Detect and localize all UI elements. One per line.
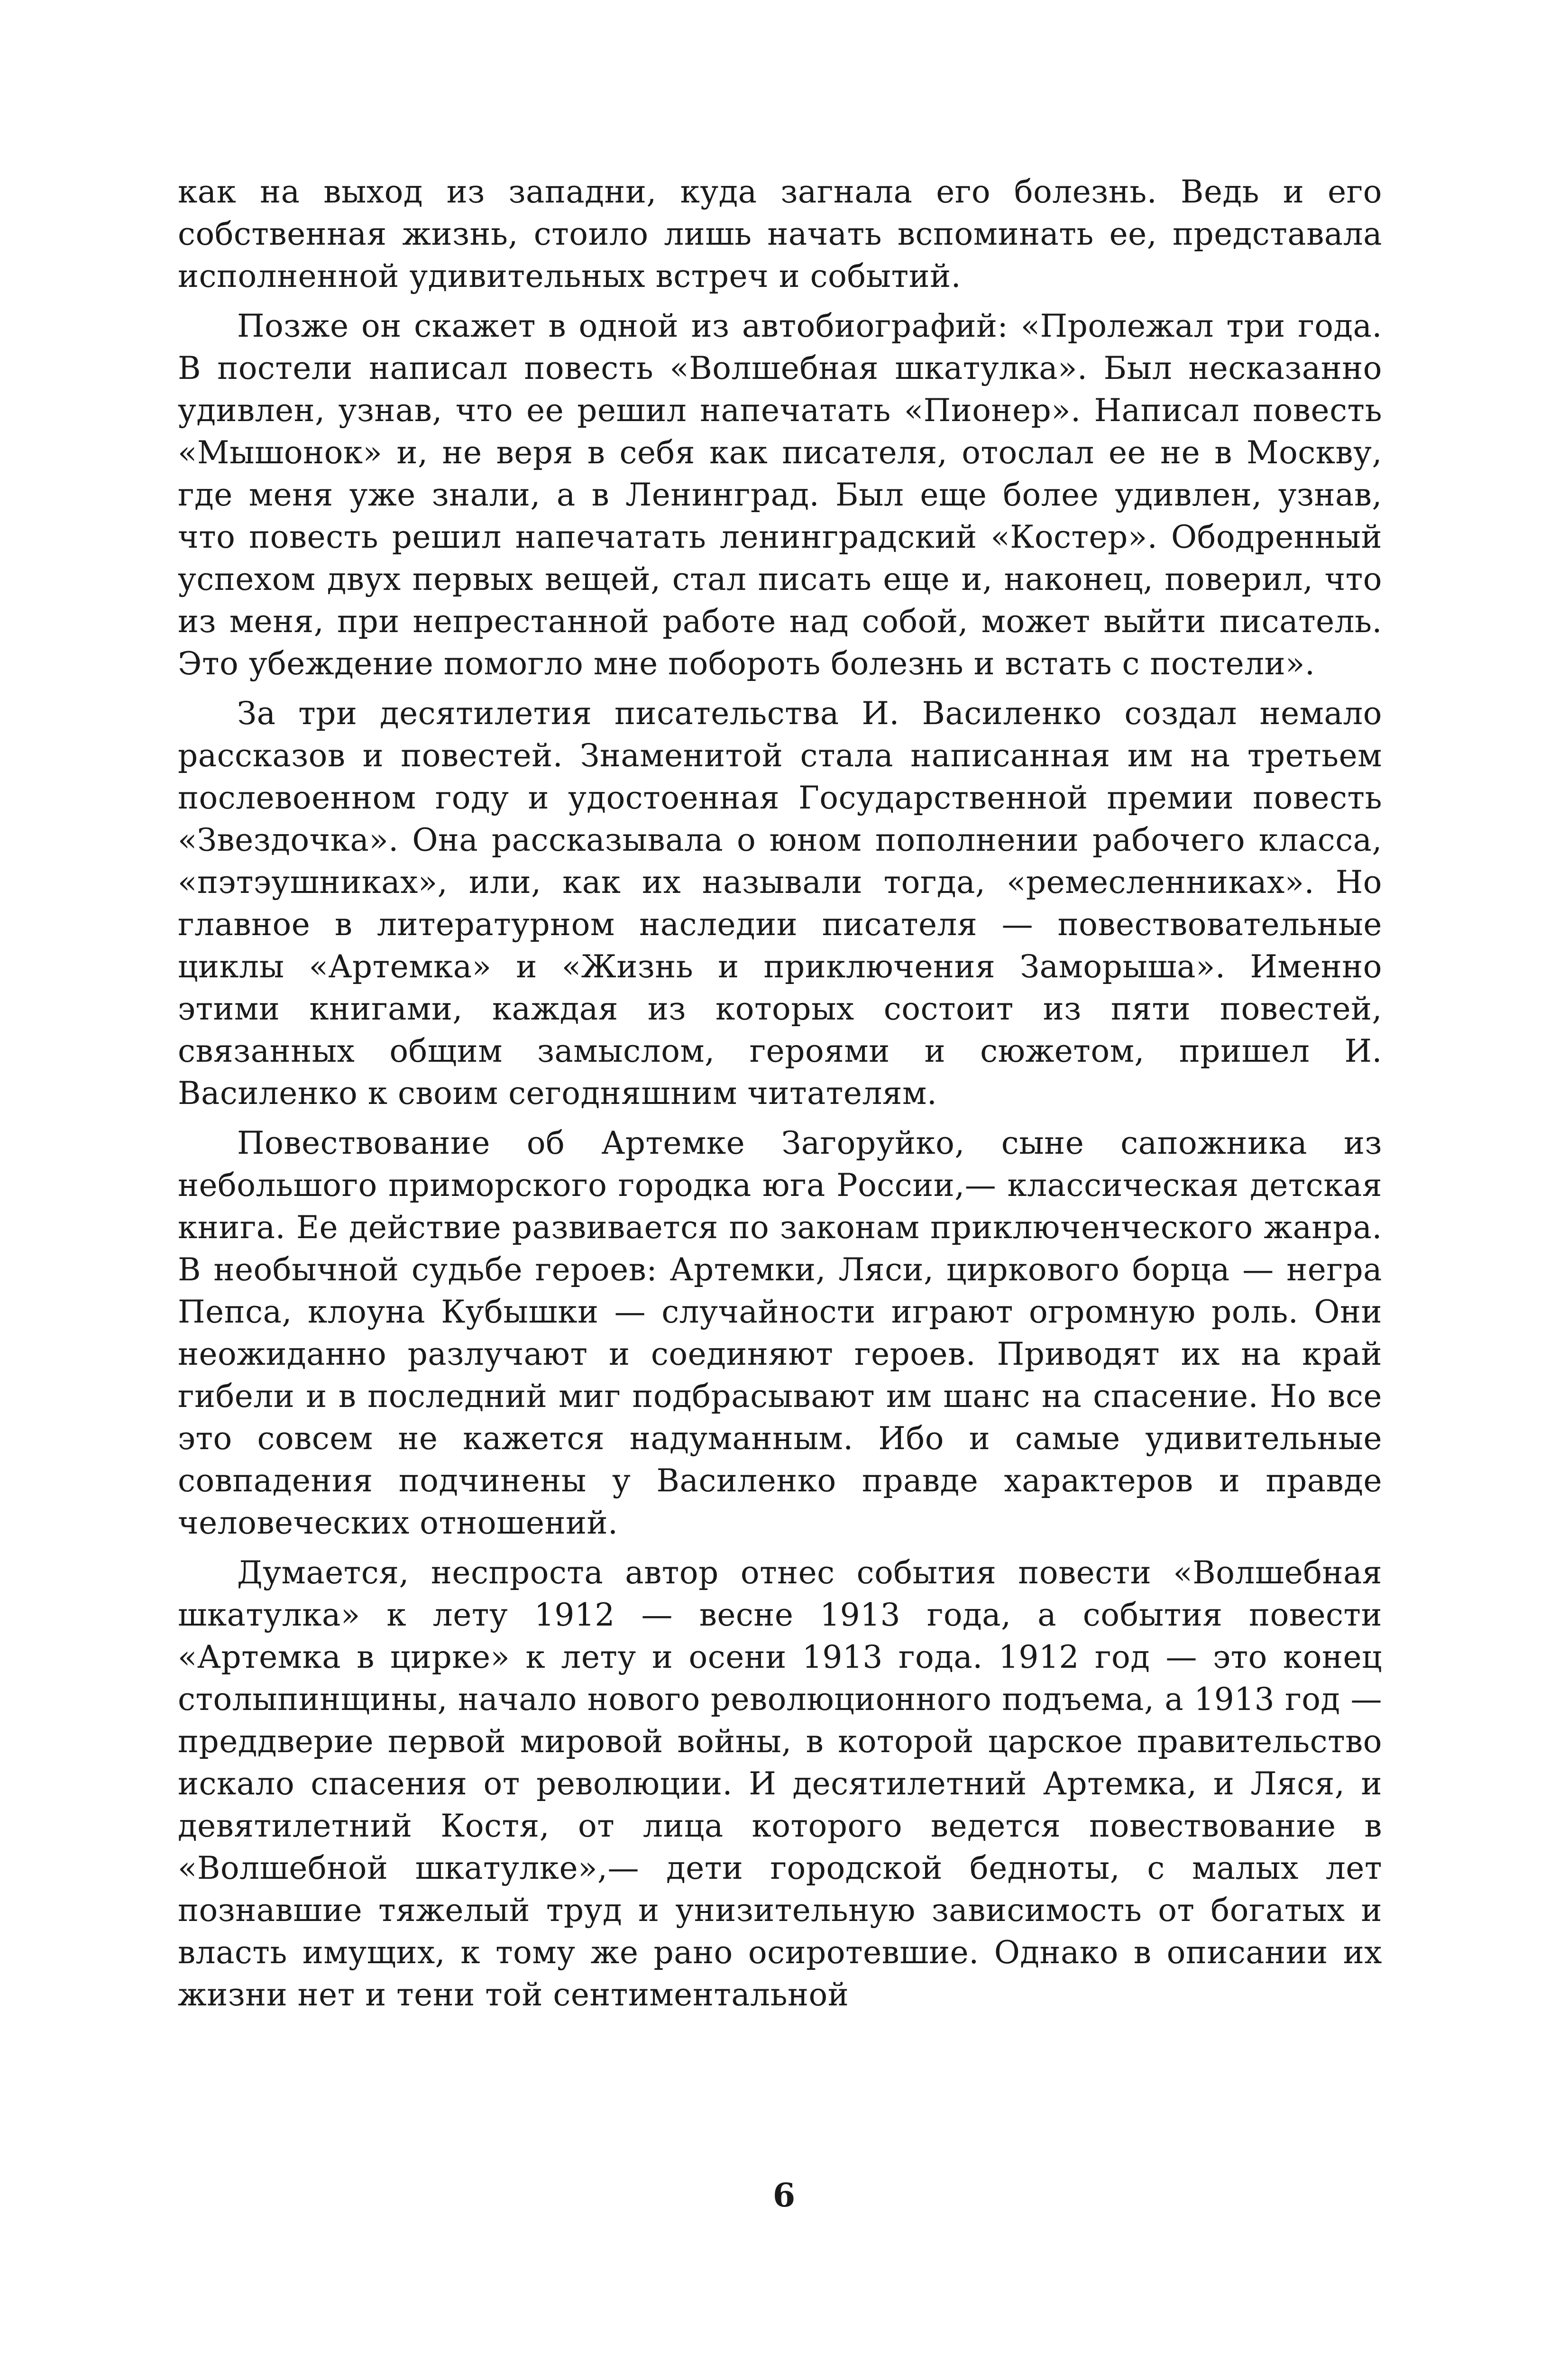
page-number: 6	[772, 2177, 796, 2215]
paragraph-autobiography-quote: Позже он скажет в одной из автобиографий: «Пролежал три года. В постели написал повесть «Волшебная шкатулка». Был несказанно удивлен, узнав, что ее решил напечатать «Пионер». Написал повесть «Мышонок» и, не веря в себя как писателя, отослал ее не в Москву, где меня уже знали, а в Ленинград. Был еще более удивлен, узнав, что повесть решил напечатать ленинградский «Костер». Ободренный успехом двух первых вещей, стал писать еще и, наконец, поверил, что из меня, при непрестанной работе над собой, может выйти писатель. Это убеждение помогло мне побороть болезнь и встать с постели».	[178, 308, 1382, 682]
page-body	[178, 171, 1382, 2016]
paragraph-artemka-narrative: Повествование об Артемке Загоруйко, сыне сапожника из небольшого приморского городка юга России,— классическая детская книга. Ее действие развивается по законам приключенческого жанра. В необычной судьбе героев: Артемки, Ляси, циркового борца — негра Пепса, клоуна Кубышки — случайности играют огромную роль. Они неожиданно разлучают и соединяют героев. Приводят их на край гибели и в последний миг подбрасывают им шанс на спасение. Но все это совсем не кажется надуманным. Ибо и самые удивительные совпадения подчинены у Василенко правде характеров и правде человеческих отношений.	[178, 1125, 1382, 1541]
paragraph-continuation: как на выход из западни, куда загнала его болезнь. Ведь и его собственная жизнь, стоило лишь начать вспоминать ее, представала исполненной удивительных встреч и событий.	[178, 174, 1382, 294]
paragraph-historical-setting: Думается, неспроста автор отнес события повести «Волшебная шкатулка» к лету 1912 — весне 1913 года, а события повести «Артемка в цирке» к лету и осени 1913 года. 1912 год — это конец столыпинщины, начало нового революционного подъема, а 1913 год — преддверие первой мировой войны, в которой царское правительство искало спасения от революции. И десятилетний Артемка, и Ляся, и девятилетний Костя, от лица которого ведется повествование в «Волшебной шкатулке»,— дети городской бедноты, с малых лет познавшие тяжелый труд и унизительную зависимость от богатых и власть имущих, к тому же рано осиротевшие. Однако в описании их жизни нет и тени той сентиментальной	[178, 1554, 1382, 2013]
paragraph-three-decades: За три десятилетия писательства И. Василенко создал немало рассказов и повестей. Знаменитой стала написанная им на третьем послевоенном году и удостоенная Государственной премии повесть «Звездочка». Она рассказывала о юном пополнении рабочего класса, «пэтэушниках», или, как их называли тогда, «ремесленниках». Но главное в литературном наследии писателя — повествовательные циклы «Артемка» и «Жизнь и приключения Заморыша». Именно этими книгами, каждая из которых состоит из пяти повестей, связанных общим замыслом, героями и сюжетом, пришел И. Василенко к своим сегодняшним читателям.	[178, 695, 1382, 1112]
